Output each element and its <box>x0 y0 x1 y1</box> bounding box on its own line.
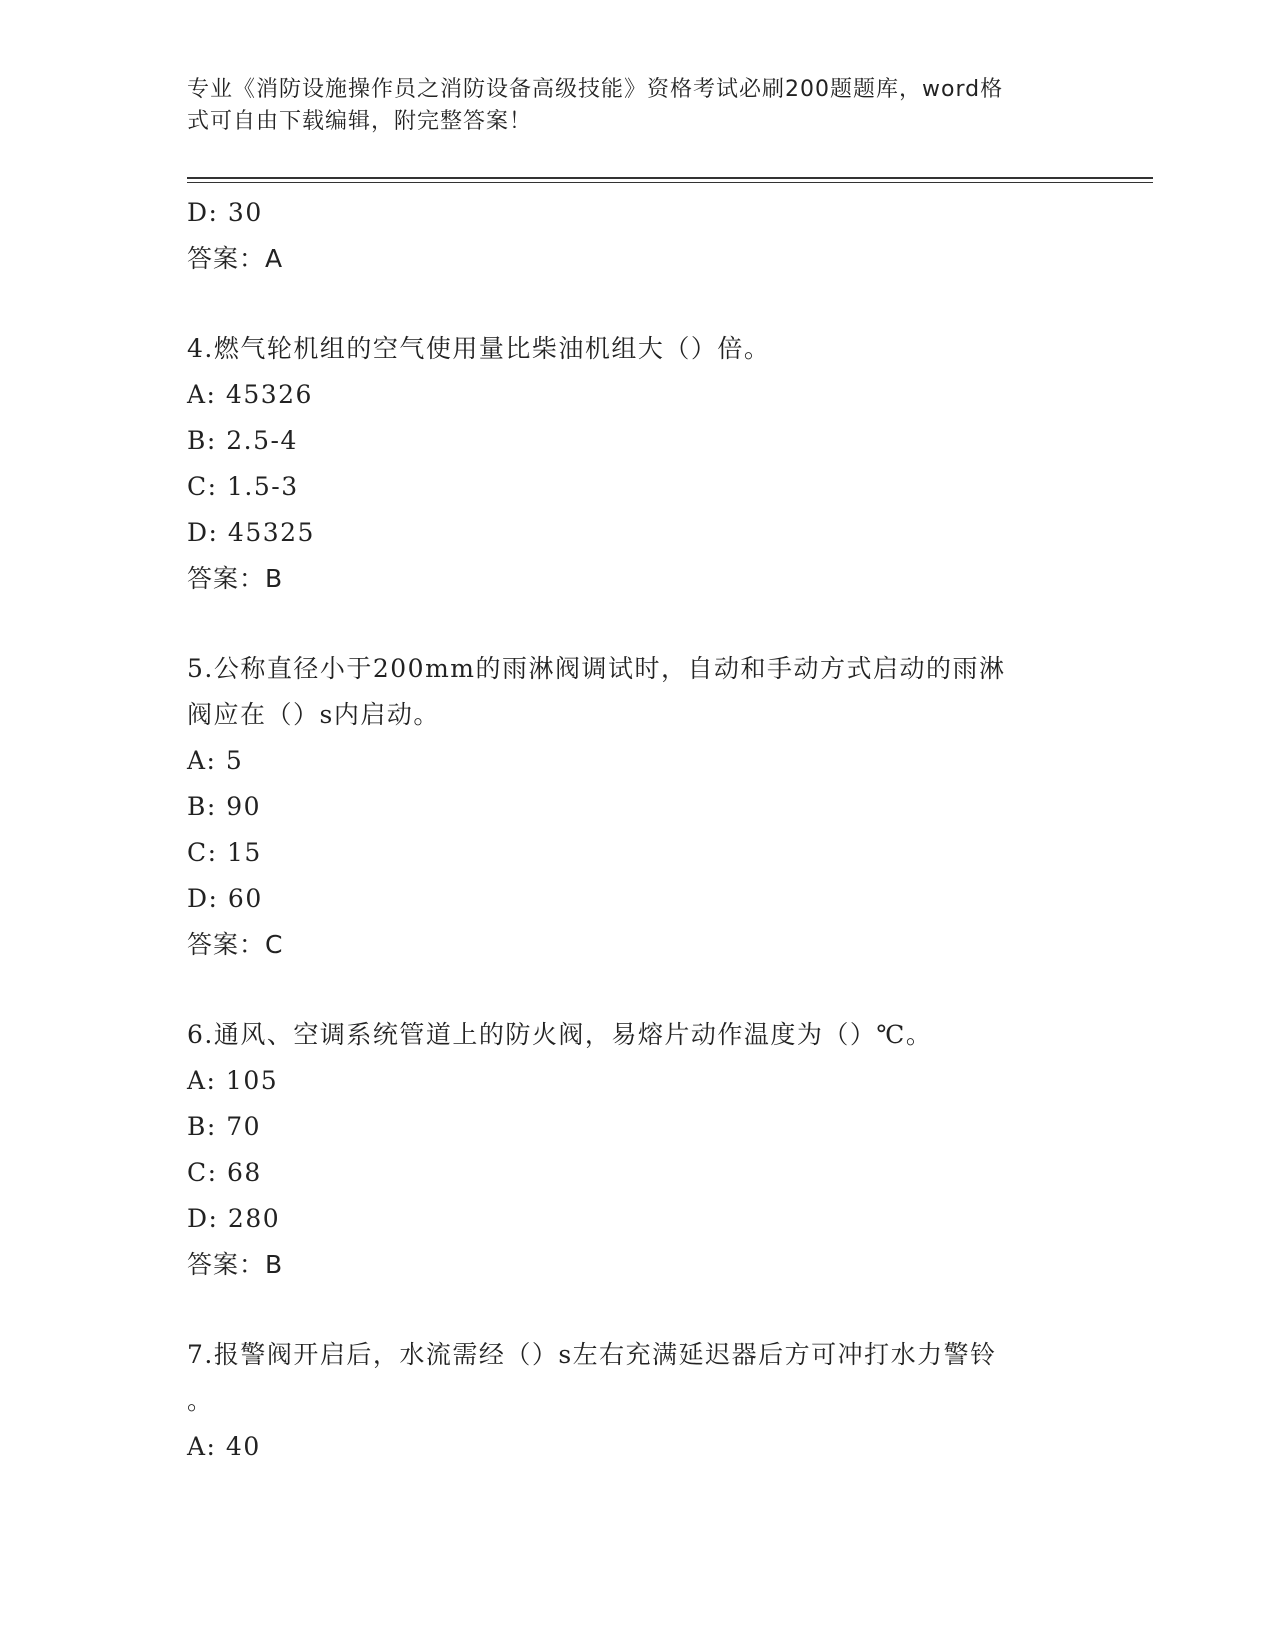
option-a: A: 105 <box>187 1066 279 1095</box>
option-b: B: 2.5-4 <box>187 426 298 455</box>
question-stem-line-1: 5.公称直径小于200mm的雨淋阀调试时，自动和手动方式启动的雨淋 <box>187 654 1006 683</box>
option-b: B: 90 <box>187 792 262 821</box>
header-rule-bottom <box>187 182 1153 183</box>
header-line-2: 式可自由下载编辑，附完整答案！ <box>187 109 533 134</box>
question-stem: 6.通风、空调系统管道上的防火阀，易熔片动作温度为（）℃。 <box>187 1020 933 1049</box>
option-b: B: 70 <box>187 1112 262 1141</box>
question-stem-line-1: 7.报警阀开启后，水流需经（）s左右充满延迟器后方可冲打水力警铃 <box>187 1340 997 1369</box>
option-d: D: 60 <box>187 884 263 913</box>
document-header <box>187 74 1067 138</box>
option-d: D: 280 <box>187 1204 281 1233</box>
answer: 答案：A <box>187 244 284 273</box>
option-a: A: 5 <box>187 746 244 775</box>
answer: 答案：B <box>187 564 284 593</box>
option-d: D: 30 <box>187 198 263 227</box>
option-d: D: 45325 <box>187 518 315 547</box>
option-a: A: 45326 <box>187 380 313 409</box>
answer: 答案：C <box>187 930 284 959</box>
option-c: C: 15 <box>187 838 262 867</box>
question-7 <box>187 1332 1087 1470</box>
question-6 <box>187 1012 1087 1288</box>
question-stem: 4.燃气轮机组的空气使用量比柴油机组大（）倍。 <box>187 334 771 363</box>
header-line-1: 专业《消防设施操作员之消防设备高级技能》资格考试必刷200题题库，word格 <box>187 77 1004 102</box>
header-rule-top <box>187 177 1153 179</box>
question-5 <box>187 646 1087 968</box>
option-a: A: 40 <box>187 1432 261 1461</box>
question-list <box>187 190 1087 1470</box>
question-stem-line-2: 阀应在（）s内启动。 <box>187 700 440 729</box>
answer: 答案：B <box>187 1250 284 1279</box>
prev-question-tail <box>187 190 1087 282</box>
option-c: C: 68 <box>187 1158 262 1187</box>
option-c: C: 1.5-3 <box>187 472 299 501</box>
question-4 <box>187 326 1087 602</box>
question-stem-line-2: 。 <box>187 1386 214 1415</box>
